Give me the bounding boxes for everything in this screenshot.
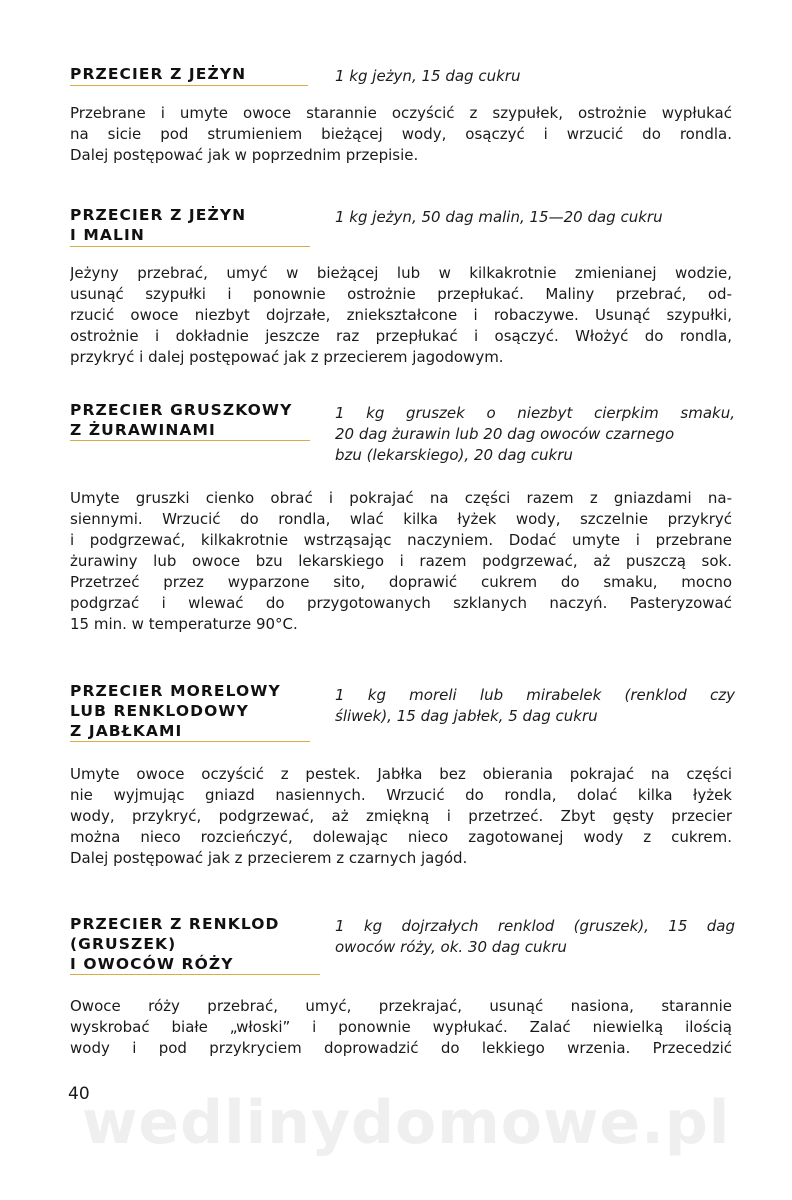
- recipe-title-line: (GRUSZEK): [70, 935, 177, 953]
- title-underline: [70, 85, 308, 86]
- title-underline: [70, 974, 320, 975]
- recipe-ingredients: [335, 916, 735, 958]
- instruction-line: Przebrane i umyte owoce starannie oczyścić z szypułek, ostrożnie wypłukać: [70, 104, 732, 122]
- instruction-line: podgrzać i wlewać do przygotowanych szklanych naczyń. Pasteryzować: [70, 594, 732, 612]
- recipe-title: [70, 400, 292, 440]
- recipe-title-line: PRZECIER MORELOWY: [70, 682, 281, 700]
- instruction-line: przykryć i dalej postępować jak z przecierem jagodowym.: [70, 348, 504, 366]
- ingredient-line: 1 kg moreli lub mirabelek (renklod czy: [335, 686, 735, 704]
- recipe-instructions: [70, 488, 732, 635]
- recipe-title-line: Z JABŁKAMI: [70, 722, 183, 740]
- ingredient-line: bzu (lekarskiego), 20 dag cukru: [335, 446, 573, 464]
- recipe-instructions: [70, 764, 732, 869]
- recipe-title-line: Z ŻURAWINAMI: [70, 421, 216, 439]
- recipe-title-line: I OWOCÓW RÓŻY: [70, 955, 234, 973]
- recipe-title: [70, 64, 246, 84]
- ingredient-line: 20 dag żurawin lub 20 dag owoców czarnego: [335, 425, 675, 443]
- instruction-line: nie wyjmując gniazd nasiennych. Wrzucić do rondla, dolać kilka łyżek: [70, 786, 732, 804]
- recipe-title: [70, 914, 280, 974]
- instruction-line: na sicie pod strumieniem bieżącej wody, osączyć i wrzucić do rondla.: [70, 125, 732, 143]
- instruction-line: i podgrzewać, kilkakrotnie wstrząsając naczyniem. Dodać umyte i przebrane: [70, 531, 732, 549]
- instruction-line: ostrożnie i dokładnie jeszcze raz przepłukać i osączyć. Włożyć do rondla,: [70, 327, 732, 345]
- recipe-instructions: [70, 103, 732, 166]
- instruction-line: żurawiny lub owoce bzu lekarskiego i razem podgrzewać, aż puszczą sok.: [70, 552, 732, 570]
- instruction-line: Umyte owoce oczyścić z pestek. Jabłka bez obierania pokrajać na części: [70, 765, 732, 783]
- recipe-ingredients: [335, 66, 735, 87]
- recipe-title: [70, 205, 246, 245]
- recipe-title-line: PRZECIER Z RENKLOD: [70, 915, 280, 933]
- instruction-line: 15 min. w temperaturze 90°C.: [70, 615, 298, 633]
- instruction-line: rzucić owoce niezbyt dojrzałe, zniekształcone i robaczywe. Usunąć szypułki,: [70, 306, 732, 324]
- instruction-line: można nieco rozcieńczyć, dolewając nieco zagotowanej wody z cukrem.: [70, 828, 732, 846]
- ingredient-line: śliwek), 15 dag jabłek, 5 dag cukru: [335, 707, 598, 725]
- recipe-title-line: I MALIN: [70, 226, 145, 244]
- ingredient-line: 1 kg jeżyn, 15 dag cukru: [335, 67, 521, 85]
- instruction-line: Jeżyny przebrać, umyć w bieżącej lub w kilkakrotnie zmienianej wodzie,: [70, 264, 732, 282]
- recipe-title-line: PRZECIER Z JEŻYN: [70, 65, 247, 83]
- ingredient-line: owoców róży, ok. 30 dag cukru: [335, 938, 567, 956]
- recipe-ingredients: [335, 207, 735, 228]
- instruction-line: Przetrzeć przez wyparzone sito, doprawić cukrem do smaku, mocno: [70, 573, 732, 591]
- recipe-title-line: PRZECIER GRUSZKOWY: [70, 401, 293, 419]
- ingredient-line: 1 kg dojrzałych renklod (gruszek), 15 dag: [335, 917, 735, 935]
- recipe-title-line: LUB RENKLODOWY: [70, 702, 249, 720]
- instruction-line: Dalej postępować jak w poprzednim przepisie.: [70, 146, 419, 164]
- title-underline: [70, 440, 310, 441]
- title-underline: [70, 246, 310, 247]
- title-underline: [70, 741, 310, 742]
- instruction-line: Owoce róży przebrać, umyć, przekrajać, usunąć nasiona, starannie: [70, 997, 732, 1015]
- watermark: wedlinydomowe.pl: [82, 1088, 731, 1158]
- instruction-line: wyskrobać białe „włoski” i ponownie wypłukać. Zalać niewielką ilością: [70, 1018, 732, 1036]
- instruction-line: siennymi. Wrzucić do rondla, wlać kilka łyżek wody, szczelnie przykryć: [70, 510, 732, 528]
- ingredient-line: 1 kg jeżyn, 50 dag malin, 15—20 dag cukru: [335, 208, 663, 226]
- instruction-line: Dalej postępować jak z przecierem z czarnych jagód.: [70, 849, 468, 867]
- ingredient-line: 1 kg gruszek o niezbyt cierpkim smaku,: [335, 404, 735, 422]
- recipe-title: [70, 681, 281, 741]
- recipe-ingredients: [335, 685, 735, 727]
- recipe-instructions: [70, 996, 732, 1059]
- instruction-line: Umyte gruszki cienko obrać i pokrajać na części razem z gniazdami na-: [70, 489, 732, 507]
- recipe-instructions: [70, 263, 732, 368]
- instruction-line: usunąć szypułki i ponownie ostrożnie przepłukać. Maliny przebrać, od-: [70, 285, 732, 303]
- instruction-line: wody i pod przykryciem doprowadzić do lekkiego wrzenia. Przecedzić: [70, 1039, 732, 1057]
- recipe-ingredients: [335, 403, 735, 466]
- instruction-line: wody, przykryć, podgrzewać, aż zmiękną i przetrzeć. Zbyt gęsty przecier: [70, 807, 732, 825]
- recipe-title-line: PRZECIER Z JEŻYN: [70, 206, 247, 224]
- page-number: 40: [68, 1084, 90, 1104]
